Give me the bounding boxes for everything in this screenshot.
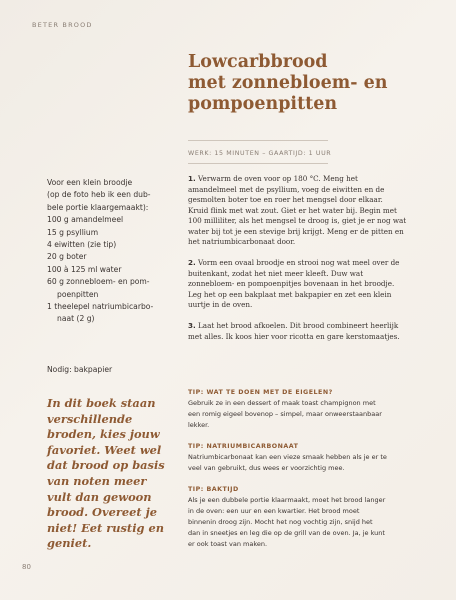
tip-body [188,398,428,431]
quote-line: van noten meer [47,473,147,488]
tip-body [188,452,428,474]
tip-body [188,495,428,550]
tip-line: binnenin droog zijn. Mocht het nog vochtig zijn, snijd het [188,518,373,526]
tips-section [188,386,428,550]
divider-top [188,140,328,141]
step-number: 2. [188,258,196,267]
quote-line: brood. Overeet je [47,505,157,520]
step-text-line: uurtje in de oven. [188,300,253,309]
prep-time-meta: WERK: 15 MINUTEN – GAARTIJD: 1 UUR [188,150,332,157]
step-text-line: zonnebloem- en pompoenpitjes bovenaan in het broodje. [188,279,395,288]
tip-line: Gebruik ze in een dessert of maak toast champignon met [188,399,376,407]
step-number: 1. [188,174,196,183]
title-line: pompoenpitten [188,94,338,114]
tip-heading: TIP: BAKTIJD [188,486,239,493]
step-text-line: met alles. Ik koos hier voor ricotta en gare kerstomaatjes. [188,331,400,341]
step-text-line: het natriumbicarbonaat door. [188,237,296,246]
quote-line: In dit boek staan [47,396,156,410]
tip-heading: TIP: WAT TE DOEN MET DE EIGELEN? [188,389,333,396]
tip-line: Natriumbicarbonaat kan een vieze smaak hebben als je er te [188,453,387,461]
equipment-note: Nodig: bakpapier [47,365,113,374]
step-text-line: buitenkant, zodat het niet meer kleeft. Duw wat [188,268,364,278]
quote-line: verschillende [47,411,133,426]
page-number: 80 [22,563,31,571]
ingredient-line: 4 eiwitten (zie tip) [47,240,117,250]
tip-line: dan in sneetjes en leg die op de grill van de oven. Ja, je kunt [188,529,385,537]
ingredient-list [47,177,175,326]
quote-line: dat brood op basis [47,458,165,473]
quote-line: vult dan gewoon [47,489,152,504]
step-text-line: water bij tot je een stevige brij krijgt. Meng er de pitten en [188,226,404,236]
step-text-line: Leg het op een bakplaat met bakpapier en zet een klein [188,289,392,299]
ingredient-line: (op de foto heb ik een dub- [47,190,151,200]
recipe-title [188,52,428,115]
quote-line: broden, kies jouw [47,427,160,442]
tip-line: Als je een dubbele portie klaarmaakt, moet het brood langer [188,496,386,504]
ingredient-line: bele portie klaargemaakt): [47,202,149,212]
step-2 [188,258,428,311]
tip-line: veel van gebruikt, dus wees er voorzichtig mee. [188,464,345,472]
tip-heading: TIP: NATRIUMBICARBONAAT [188,443,299,450]
ingredient-line: 1 theelepel natriumbicarbo- [47,302,154,312]
ingredient-line: 20 g boter [47,252,87,262]
pull-quote [47,396,177,552]
quote-line: niet! Eet rustig en [47,520,164,535]
ingredient-line: Voor een klein broodje [47,178,133,187]
title-line: Lowcarbbrood [188,52,328,72]
ingredient-line: 100 g amandelmeel [47,215,124,225]
ingredient-line: naat (2 g) [57,314,95,324]
step-text-line: Kruid flink met wat zout. Giet er het water bij. Begin met [188,205,397,215]
quote-line: favoriet. Weet wel [47,442,162,457]
ingredient-line: 15 g psyllium [47,227,99,237]
tip-line: er ook toast van maken. [188,540,268,548]
section-label: BETER BROOD [32,21,93,29]
tip-line: een romig eigeel bovenop – simpel, maar onweerstaanbaar [188,410,382,418]
quote-line: geniet. [47,536,92,551]
ingredient-line: 60 g zonnebloem- en pom- [47,277,150,287]
tip-line: lekker. [188,421,210,429]
step-text-line: gesmolten boter toe en roer het mengsel door elkaar. [188,195,383,204]
divider-bottom [188,163,328,164]
step-text-line: Verwarm de oven voor op 180 °C. Meng het [198,174,358,183]
step-text-line: amandelmeel met de psyllium, voeg de eiwitten en de [188,184,385,194]
title-line: met zonnebloem- en [188,73,388,93]
tip-line: in de oven: een uur en een kwartier. Het brood moet [188,507,360,515]
step-3 [188,321,428,342]
method-steps [188,174,428,342]
ingredient-line: poenpitten [57,289,99,299]
step-text-line: Laat het brood afkoelen. Dit brood combineert heerlijk [198,321,399,330]
step-number: 3. [188,321,196,330]
step-1 [188,174,428,248]
step-text-line: Vorm een ovaal broodje en strooi nog wat meel over de [198,258,400,267]
ingredient-line: 100 à 125 ml water [47,264,122,274]
step-text-line: 100 milliliter, als het mengsel te droog is, giet je er nog wat [188,216,407,225]
